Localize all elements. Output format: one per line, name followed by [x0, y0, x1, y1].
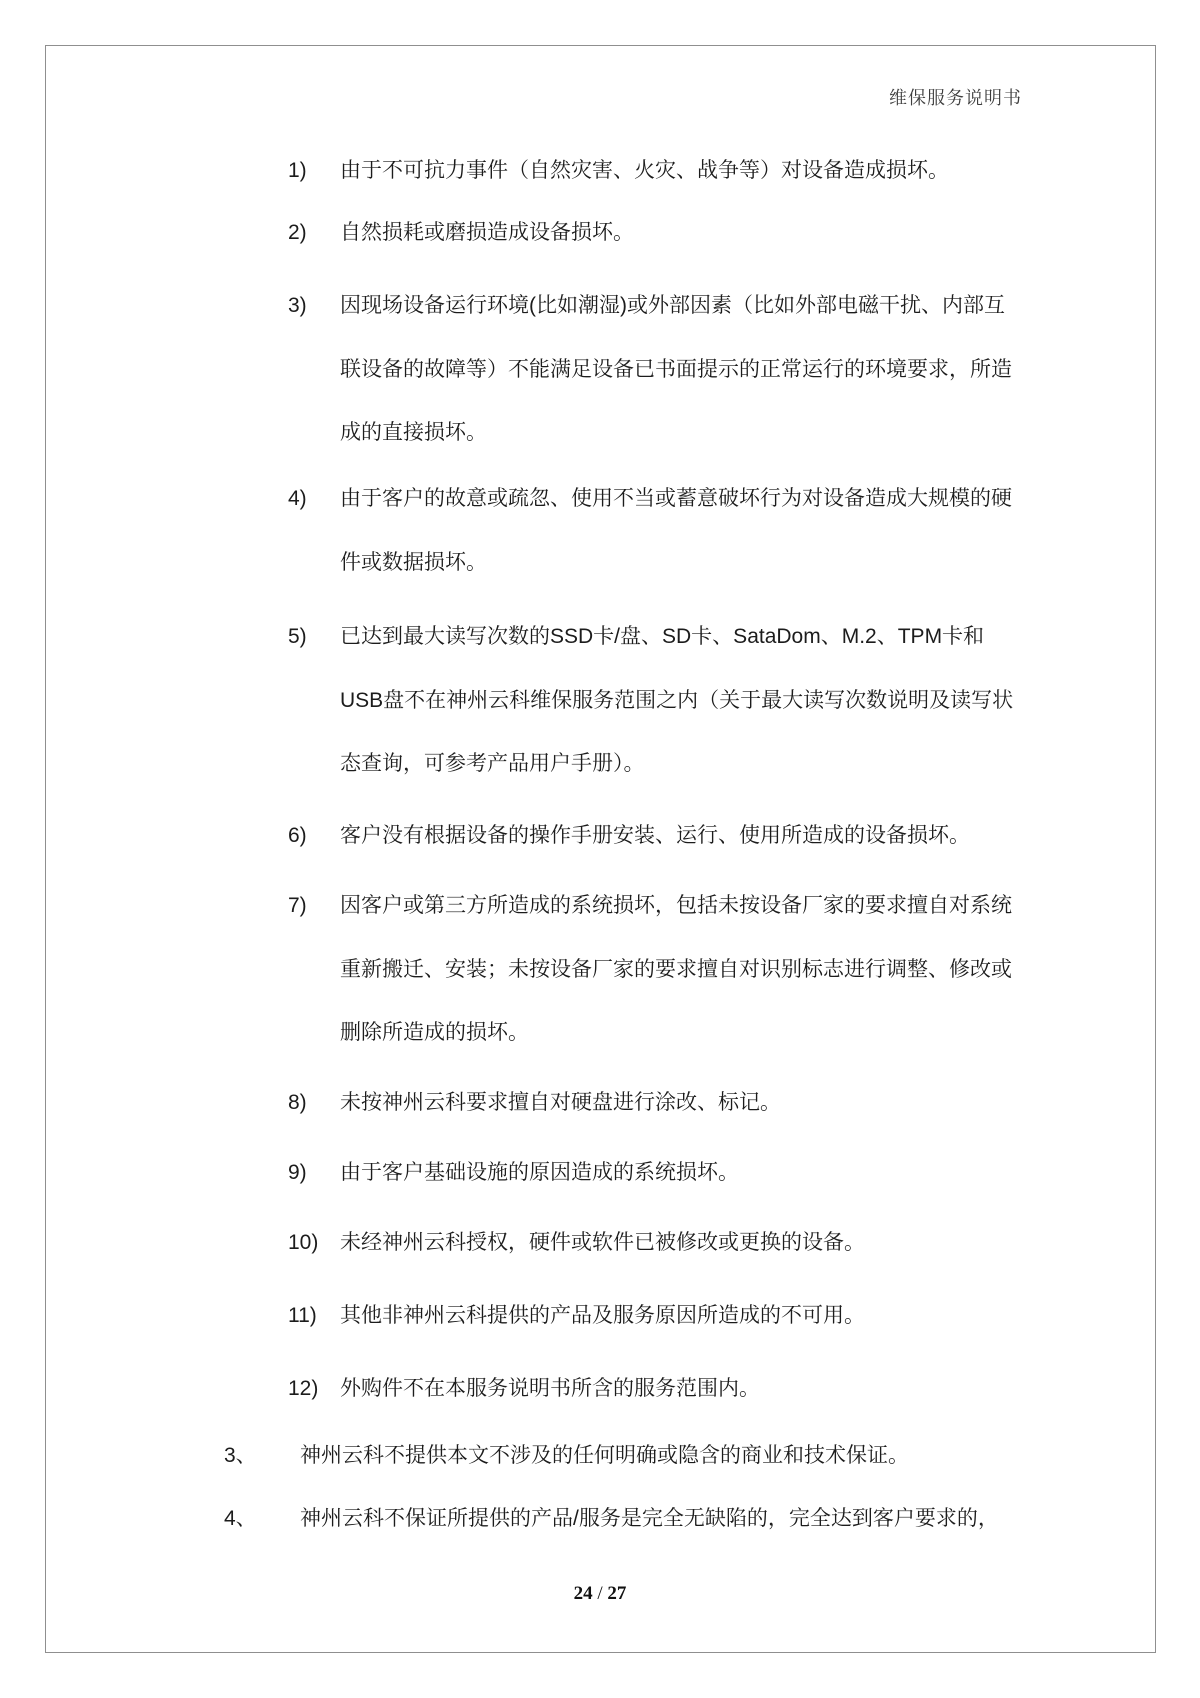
list-item-text [340, 1284, 1200, 1348]
list-item-line: 未按神州云科要求擅自对硬盘进行涂改、标记。 [340, 1091, 781, 1114]
list-item-text [340, 1211, 1200, 1275]
list-item [0, 1424, 1200, 1488]
list-item [0, 201, 1200, 265]
list-item-text [340, 1357, 1200, 1421]
list-item-text [340, 139, 1200, 203]
list-item-text [300, 1424, 1200, 1488]
list-item [0, 804, 1200, 868]
list-item-line: 其他非神州云科提供的产品及服务原因所造成的不可用。 [340, 1304, 865, 1327]
list-item [0, 1357, 1200, 1421]
list-item-number: 9) [288, 1161, 307, 1184]
list-item [0, 1487, 1200, 1551]
list-item-line: 由于客户基础设施的原因造成的系统损坏。 [340, 1161, 739, 1184]
list-item-number: 3) [288, 294, 307, 317]
list-item-text [340, 467, 1200, 594]
list-item-text [340, 874, 1200, 1065]
list-item-line: 外购件不在本服务说明书所含的服务范围内。 [340, 1377, 760, 1400]
list-item-text [340, 1141, 1200, 1205]
list-item-text [340, 605, 1200, 796]
list-item [0, 1141, 1200, 1205]
list-item-text [340, 804, 1200, 868]
list-item-number: 4) [288, 487, 307, 510]
list-item-line: 神州云科不保证所提供的产品/服务是完全无缺陷的，完全达到客户要求的， [300, 1507, 999, 1530]
list-item [0, 1284, 1200, 1348]
page-header-title: 维保服务说明书 [889, 88, 1022, 108]
list-item-number: 1) [288, 159, 307, 182]
list-item-line: 未经神州云科授权，硬件或软件已被修改或更换的设备。 [340, 1231, 865, 1254]
list-item [0, 467, 1200, 594]
list-item-line: 件或数据损坏。 [340, 550, 487, 574]
list-item-number: 5) [288, 625, 307, 648]
list-item-line: 因现场设备运行环境(比如潮湿)或外部因素（比如外部电磁干扰、内部互 [340, 294, 1005, 317]
list-item-line: 重新搬迁、安装；未按设备厂家的要求擅自对识别标志进行调整、修改或 [340, 957, 1012, 981]
list-item-number: 11) [288, 1304, 317, 1327]
list-item-number: 7) [288, 894, 307, 917]
list-item-line: 由于客户的故意或疏忽、使用不当或蓄意破坏行为对设备造成大规模的硬 [340, 487, 1012, 510]
list-item [0, 139, 1200, 203]
list-item [0, 1211, 1200, 1275]
list-item-line: 神州云科不提供本文不涉及的任何明确或隐含的商业和技术保证。 [300, 1444, 909, 1467]
list-item [0, 605, 1200, 796]
list-item-number: 10) [288, 1231, 319, 1254]
list-item-text [340, 1071, 1200, 1135]
list-item [0, 874, 1200, 1065]
list-item-number: 12) [288, 1377, 319, 1400]
list-item-line: 态查询，可参考产品用户手册）。 [340, 752, 645, 775]
list-item-number: 8) [288, 1091, 307, 1114]
page-number-separator: / [592, 1583, 608, 1604]
list-item-number: 6) [288, 824, 307, 847]
page-number-current: 24 [573, 1583, 593, 1604]
list-item-text [340, 274, 1200, 465]
list-item [0, 1071, 1200, 1135]
page-number-total: 27 [607, 1583, 627, 1604]
list-item-line: USB盘不在神州云科维保服务范围之内（关于最大读写次数说明及读写状 [340, 688, 1014, 712]
list-item-text [340, 201, 1200, 265]
list-item-line: 因客户或第三方所造成的系统损坏，包括未按设备厂家的要求擅自对系统 [340, 894, 1012, 917]
list-item-line: 成的直接损坏。 [340, 421, 487, 444]
list-item-line: 客户没有根据设备的操作手册安装、运行、使用所造成的设备损坏。 [340, 824, 970, 847]
list-item-number: 2) [288, 221, 307, 244]
list-item-line: 自然损耗或磨损造成设备损坏。 [340, 221, 634, 244]
list-item-line: 联设备的故障等）不能满足设备已书面提示的正常运行的环境要求，所造 [340, 357, 1012, 381]
list-item-line: 删除所造成的损坏。 [340, 1021, 529, 1044]
page-footer [0, 1583, 1200, 1605]
list-item-line: 由于不可抗力事件（自然灾害、火灾、战争等）对设备造成损坏。 [340, 159, 949, 182]
list-item-text [300, 1487, 1200, 1551]
list-item-number: 3、 [224, 1444, 257, 1467]
list-item-number: 4、 [224, 1507, 257, 1530]
list-item [0, 274, 1200, 465]
list-item-line: 已达到最大读写次数的SSD卡/盘、SD卡、SataDom、M.2、TPM卡和 [340, 625, 985, 648]
